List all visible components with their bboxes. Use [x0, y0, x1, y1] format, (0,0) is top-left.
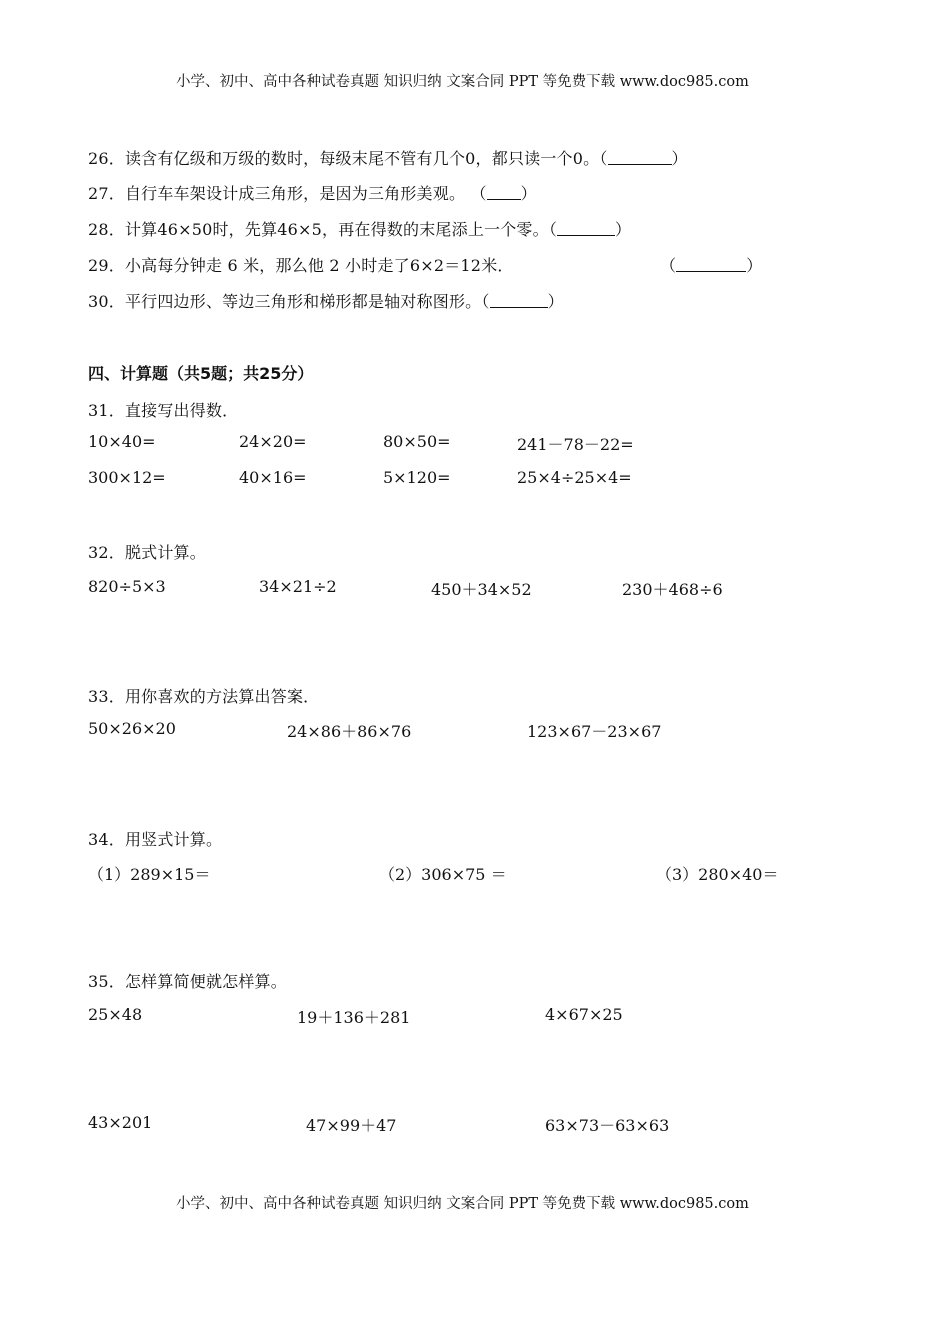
q31-expr: 300×12=: [88, 468, 166, 487]
question-28-text: 28．计算46×50时，先算46×5，再在得数的末尾添上一个零。（: [88, 220, 558, 239]
question-28: [88, 217, 631, 240]
q32-expr: 820÷5×3: [88, 577, 166, 596]
question-29-close: ）: [746, 256, 763, 275]
q35-expr: 25×48: [88, 1005, 143, 1024]
q34-expr: （3）280×40＝: [656, 865, 779, 884]
question-29: [88, 253, 514, 276]
q33-expr: 123×67－23×67: [527, 722, 662, 741]
question-29-text: 29．小高每分钟走 6 米，那么他 2 小时走了6×2＝12米．: [88, 256, 514, 275]
answer-blank-26[interactable]: [608, 163, 672, 165]
page-footer: 小学、初中、高中各种试卷真题 知识归纳 文案合同 PPT 等免费下载 www.doc985.com: [176, 1196, 749, 1212]
question-30-text: 30．平行四边形、等边三角形和梯形都是轴对称图形。（: [88, 292, 490, 311]
q35-expr: 63×73－63×63: [545, 1116, 670, 1135]
question-26-close: ）: [671, 149, 688, 168]
q32-expr: 34×21÷2: [259, 577, 337, 596]
question-27-text: 27．自行车车架设计成三角形，是因为三角形美观。 （: [88, 184, 487, 203]
q31-expr: 10×40=: [88, 432, 156, 451]
question-29-answer: [660, 253, 762, 276]
question-27: [88, 181, 537, 204]
q32-expr: 450＋34×52: [431, 580, 532, 599]
answer-blank-30[interactable]: [490, 306, 548, 308]
question-28-close: ）: [615, 220, 632, 239]
question-27-close: ）: [520, 184, 537, 203]
q34-expr: （1）289×15＝: [88, 865, 211, 884]
section-heading: 四、计算题（共5题；共25分）: [88, 364, 314, 383]
page-header: 小学、初中、高中各种试卷真题 知识归纳 文案合同 PPT 等免费下载 www.doc985.com: [176, 74, 749, 90]
q35-expr: 43×201: [88, 1113, 153, 1132]
q35-expr: 4×67×25: [545, 1005, 623, 1024]
q31-title: 31．直接写出得数．: [88, 401, 239, 420]
question-29-open: （: [660, 256, 677, 275]
q33-expr: 50×26×20: [88, 719, 176, 738]
q32-expr: 230＋468÷6: [622, 580, 723, 599]
q31-expr: 24×20=: [239, 432, 307, 451]
question-26: [88, 146, 688, 169]
q31-expr: 40×16=: [239, 468, 307, 487]
answer-blank-29[interactable]: [676, 270, 746, 272]
q33-title: 33．用你喜欢的方法算出答案．: [88, 687, 320, 706]
question-30-close: ）: [547, 292, 564, 311]
answer-blank-28[interactable]: [557, 234, 615, 236]
q32-title: 32．脱式计算。: [88, 543, 206, 562]
q35-expr: 47×99＋47: [306, 1116, 397, 1135]
q31-expr: 80×50=: [383, 432, 451, 451]
q31-expr: 25×4÷25×4=: [517, 468, 632, 487]
q31-expr: 5×120=: [383, 468, 451, 487]
q35-title: 35．怎样算简便就怎样算。: [88, 972, 287, 991]
q35-expr: 19＋136＋281: [297, 1008, 411, 1027]
q31-expr: 241－78－22=: [517, 435, 634, 454]
q34-title: 34．用竖式计算。: [88, 830, 223, 849]
q34-expr: （2）306×75 ＝: [379, 865, 507, 884]
q33-expr: 24×86＋86×76: [287, 722, 412, 741]
question-30: [88, 289, 564, 312]
question-26-text: 26．读含有亿级和万级的数时，每级末尾不管有几个0，都只读一个0。（: [88, 149, 608, 168]
answer-blank-27[interactable]: [487, 198, 521, 200]
